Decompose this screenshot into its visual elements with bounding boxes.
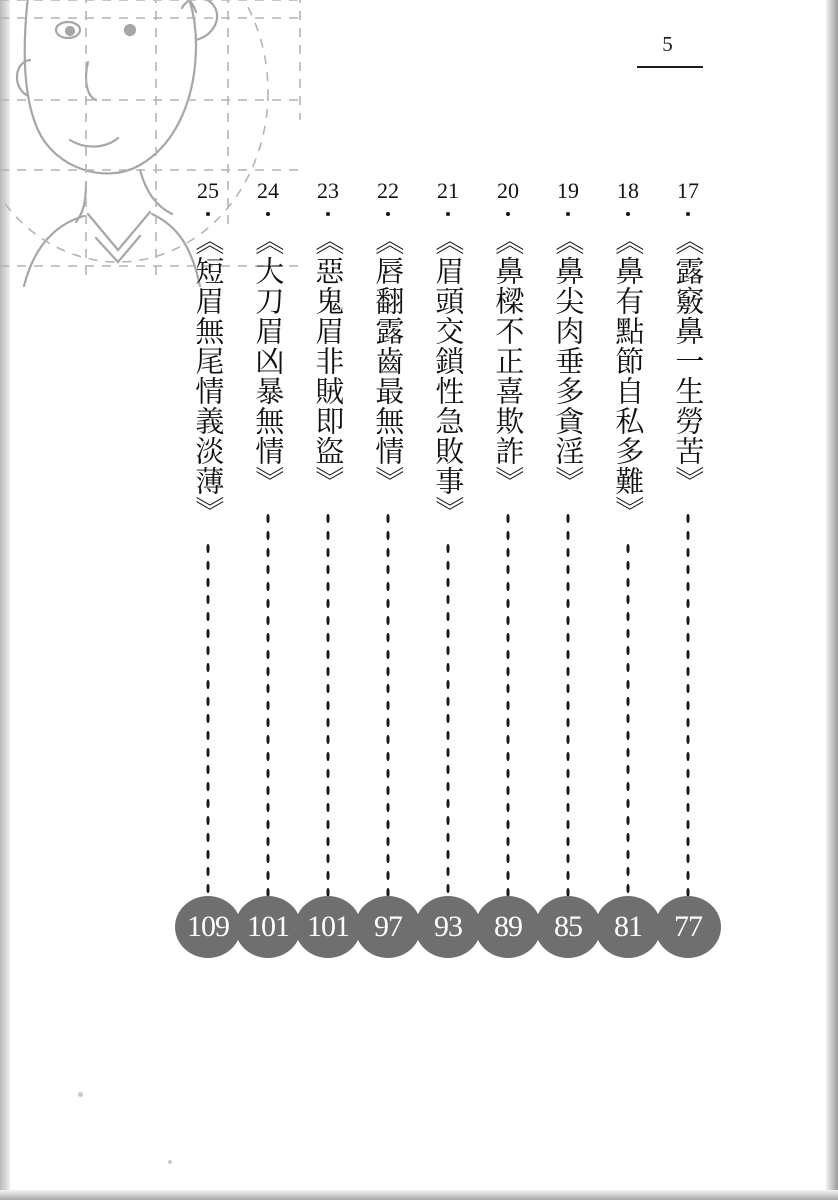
toc-entry-title: 《大刀眉凶暴無情》 (251, 226, 286, 496)
toc-entry-number: 22 (377, 178, 399, 203)
toc-entry[interactable] (178, 178, 238, 943)
toc-entry-separator-dot (266, 212, 270, 216)
toc-entry-leader-dots (625, 540, 631, 900)
toc-entry[interactable] (658, 178, 718, 943)
toc-entry-number: 20 (497, 178, 519, 203)
toc-entry[interactable] (478, 178, 538, 943)
toc-entry-page-badge[interactable]: 81 (595, 896, 661, 958)
toc-entry-leader-dots (385, 510, 391, 900)
toc-entry[interactable] (598, 178, 658, 943)
toc-entry-page-badge[interactable]: 101 (295, 896, 361, 958)
toc-entry[interactable] (418, 178, 478, 943)
toc-entry-number: 21 (437, 178, 459, 203)
scan-speck (168, 1160, 172, 1164)
page-number: 5 (662, 32, 674, 56)
toc-entry[interactable] (298, 178, 358, 943)
toc-entry-number: 25 (197, 178, 219, 203)
toc-entry-page-badge[interactable]: 85 (535, 896, 601, 958)
toc-entry-number: 19 (557, 178, 579, 203)
toc-entry[interactable] (358, 178, 418, 943)
toc-entry-title: 《鼻有點節自私多難》 (611, 226, 646, 526)
toc-entry[interactable] (238, 178, 298, 943)
toc-entry-title: 《眉頭交鎖性急敗事》 (431, 226, 466, 526)
toc-entry-number: 18 (617, 178, 639, 203)
scan-speck (78, 1092, 83, 1097)
toc-entry-separator-dot (566, 212, 570, 216)
toc-entry-leader-dots (565, 510, 571, 900)
toc-entry-title: 《露竅鼻一生勞苦》 (671, 226, 706, 496)
toc-entry-number: 17 (677, 178, 699, 203)
toc-entry-page-badge[interactable]: 77 (655, 896, 721, 958)
toc-entry-separator-dot (506, 212, 510, 216)
page-number-rule (637, 66, 703, 68)
toc-entry-separator-dot (206, 212, 210, 216)
toc-entry-leader-dots (205, 540, 211, 900)
toc-entry-number: 23 (317, 178, 339, 203)
toc-entry-title: 《短眉無尾情義淡薄》 (191, 226, 226, 526)
page-edge-bottom (0, 1190, 838, 1200)
toc-entry-leader-dots (325, 510, 331, 900)
toc-entry-leader-dots (685, 510, 691, 900)
toc-entry[interactable] (538, 178, 598, 943)
toc-entry-separator-dot (626, 212, 630, 216)
toc-entry-title: 《鼻尖肉垂多貪淫》 (551, 226, 586, 496)
toc-entry-separator-dot (446, 212, 450, 216)
toc-entry-title: 《唇翻露齒最無情》 (371, 226, 406, 496)
toc-entry-page-badge[interactable]: 109 (175, 896, 241, 958)
toc-entry-number: 24 (257, 178, 279, 203)
toc-entry-separator-dot (686, 212, 690, 216)
toc-entry-leader-dots (265, 510, 271, 900)
toc-entry-page-badge[interactable]: 93 (415, 896, 481, 958)
toc-entry-leader-dots (505, 510, 511, 900)
toc-entry-separator-dot (326, 212, 330, 216)
toc-entry-separator-dot (386, 212, 390, 216)
toc-entry-leader-dots (445, 540, 451, 900)
toc-entry-title: 《鼻樑不正喜欺詐》 (491, 226, 526, 496)
toc-entry-page-badge[interactable]: 89 (475, 896, 541, 958)
toc-entry-page-badge[interactable]: 101 (235, 896, 301, 958)
toc-entry-page-badge[interactable]: 97 (355, 896, 421, 958)
table-of-contents (0, 178, 838, 943)
toc-entry-title: 《惡鬼眉非賊即盜》 (311, 226, 346, 496)
